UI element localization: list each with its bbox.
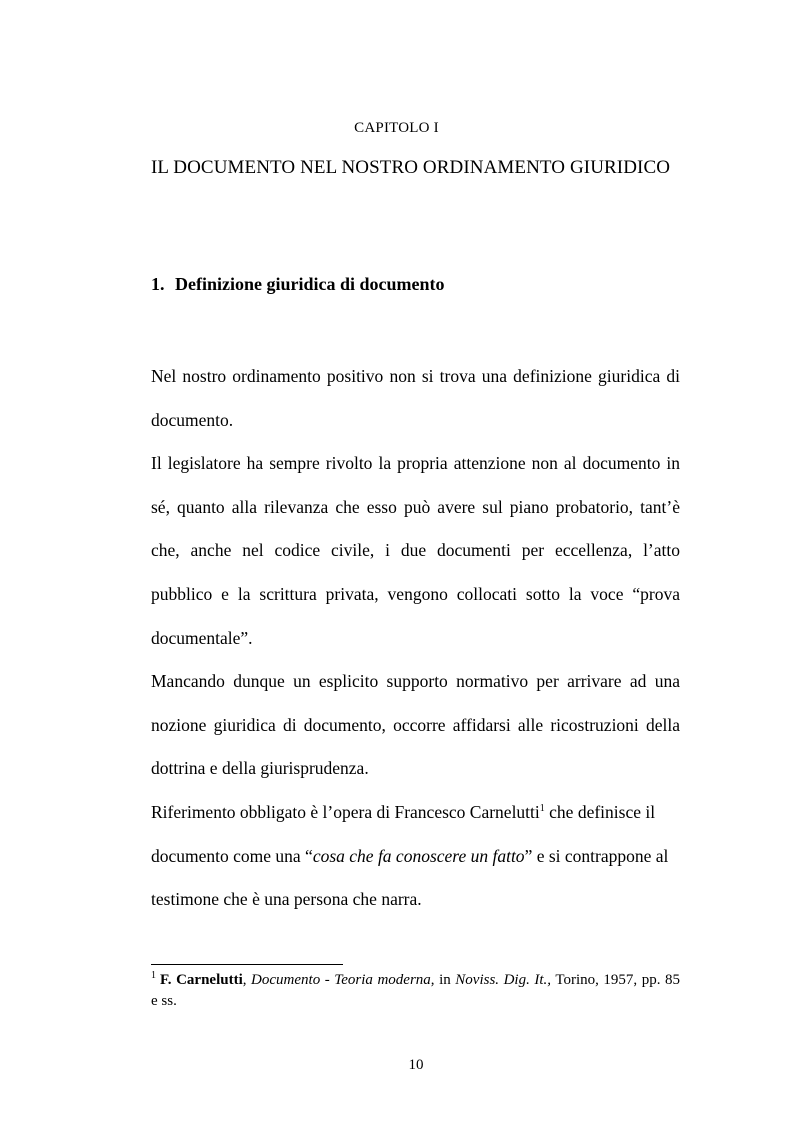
page-number: 10 [408, 1057, 424, 1073]
section-heading [151, 274, 680, 295]
footnote-work-title: Documento - Teoria moderna [251, 972, 431, 988]
footnote-separator-2: , in [430, 972, 456, 988]
paragraph-4-quote: cosa che fa conoscere un fatto [312, 845, 525, 866]
paragraph-4-text-middle: che definisce il documento come una “ [151, 801, 656, 866]
paragraph-1: Nel nostro ordinamento positivo non si trova una definizione giuridica di documento. [151, 366, 680, 430]
paragraph-4-text-end: ” e si contrappone al testimone che è una persona che narra. [151, 845, 669, 910]
footnote-source: Noviss. Dig. It., [455, 972, 552, 988]
footnote-mark: 1 [151, 970, 156, 981]
paragraph-4 [151, 791, 680, 922]
footnote [151, 970, 680, 1012]
footnote-author: F. Carnelutti [160, 972, 243, 988]
footnote-separator-1: , [242, 972, 252, 988]
paragraph-4-text-start: Riferimento obbligato è l’opera di Francesco Carnelutti [151, 801, 540, 822]
footnote-reference[interactable]: 1 [539, 803, 545, 815]
footnote-divider [151, 964, 343, 965]
footnote-details: Torino, 1957, pp. 85 e ss. [151, 972, 680, 1009]
paragraph-2: Il legislatore ha sempre rivolto la propria attenzione non al documento in sé, quanto alla rilevanza che esso può avere sul piano probatorio, tant’è che, anche nel codice civile, i due documenti per eccellenza, l’atto pubblico e la scrittura privata, vengono collocati sotto la voce “prova documentale”. [151, 453, 680, 648]
paragraph-3: Mancando dunque un esplicito supporto normativo per arrivare ad una nozione giuridica di documento, occorre affidarsi alle ricostruzioni della dottrina e della giurisprudenza. [151, 671, 680, 779]
body-text [151, 355, 680, 922]
chapter-label: CAPITOLO I [354, 120, 439, 136]
section-title: Definizione giuridica di documento [175, 274, 445, 294]
section-number: 1. [151, 274, 165, 294]
chapter-title: IL DOCUMENTO NEL NOSTRO ORDINAMENTO GIURIDICO [151, 157, 671, 178]
